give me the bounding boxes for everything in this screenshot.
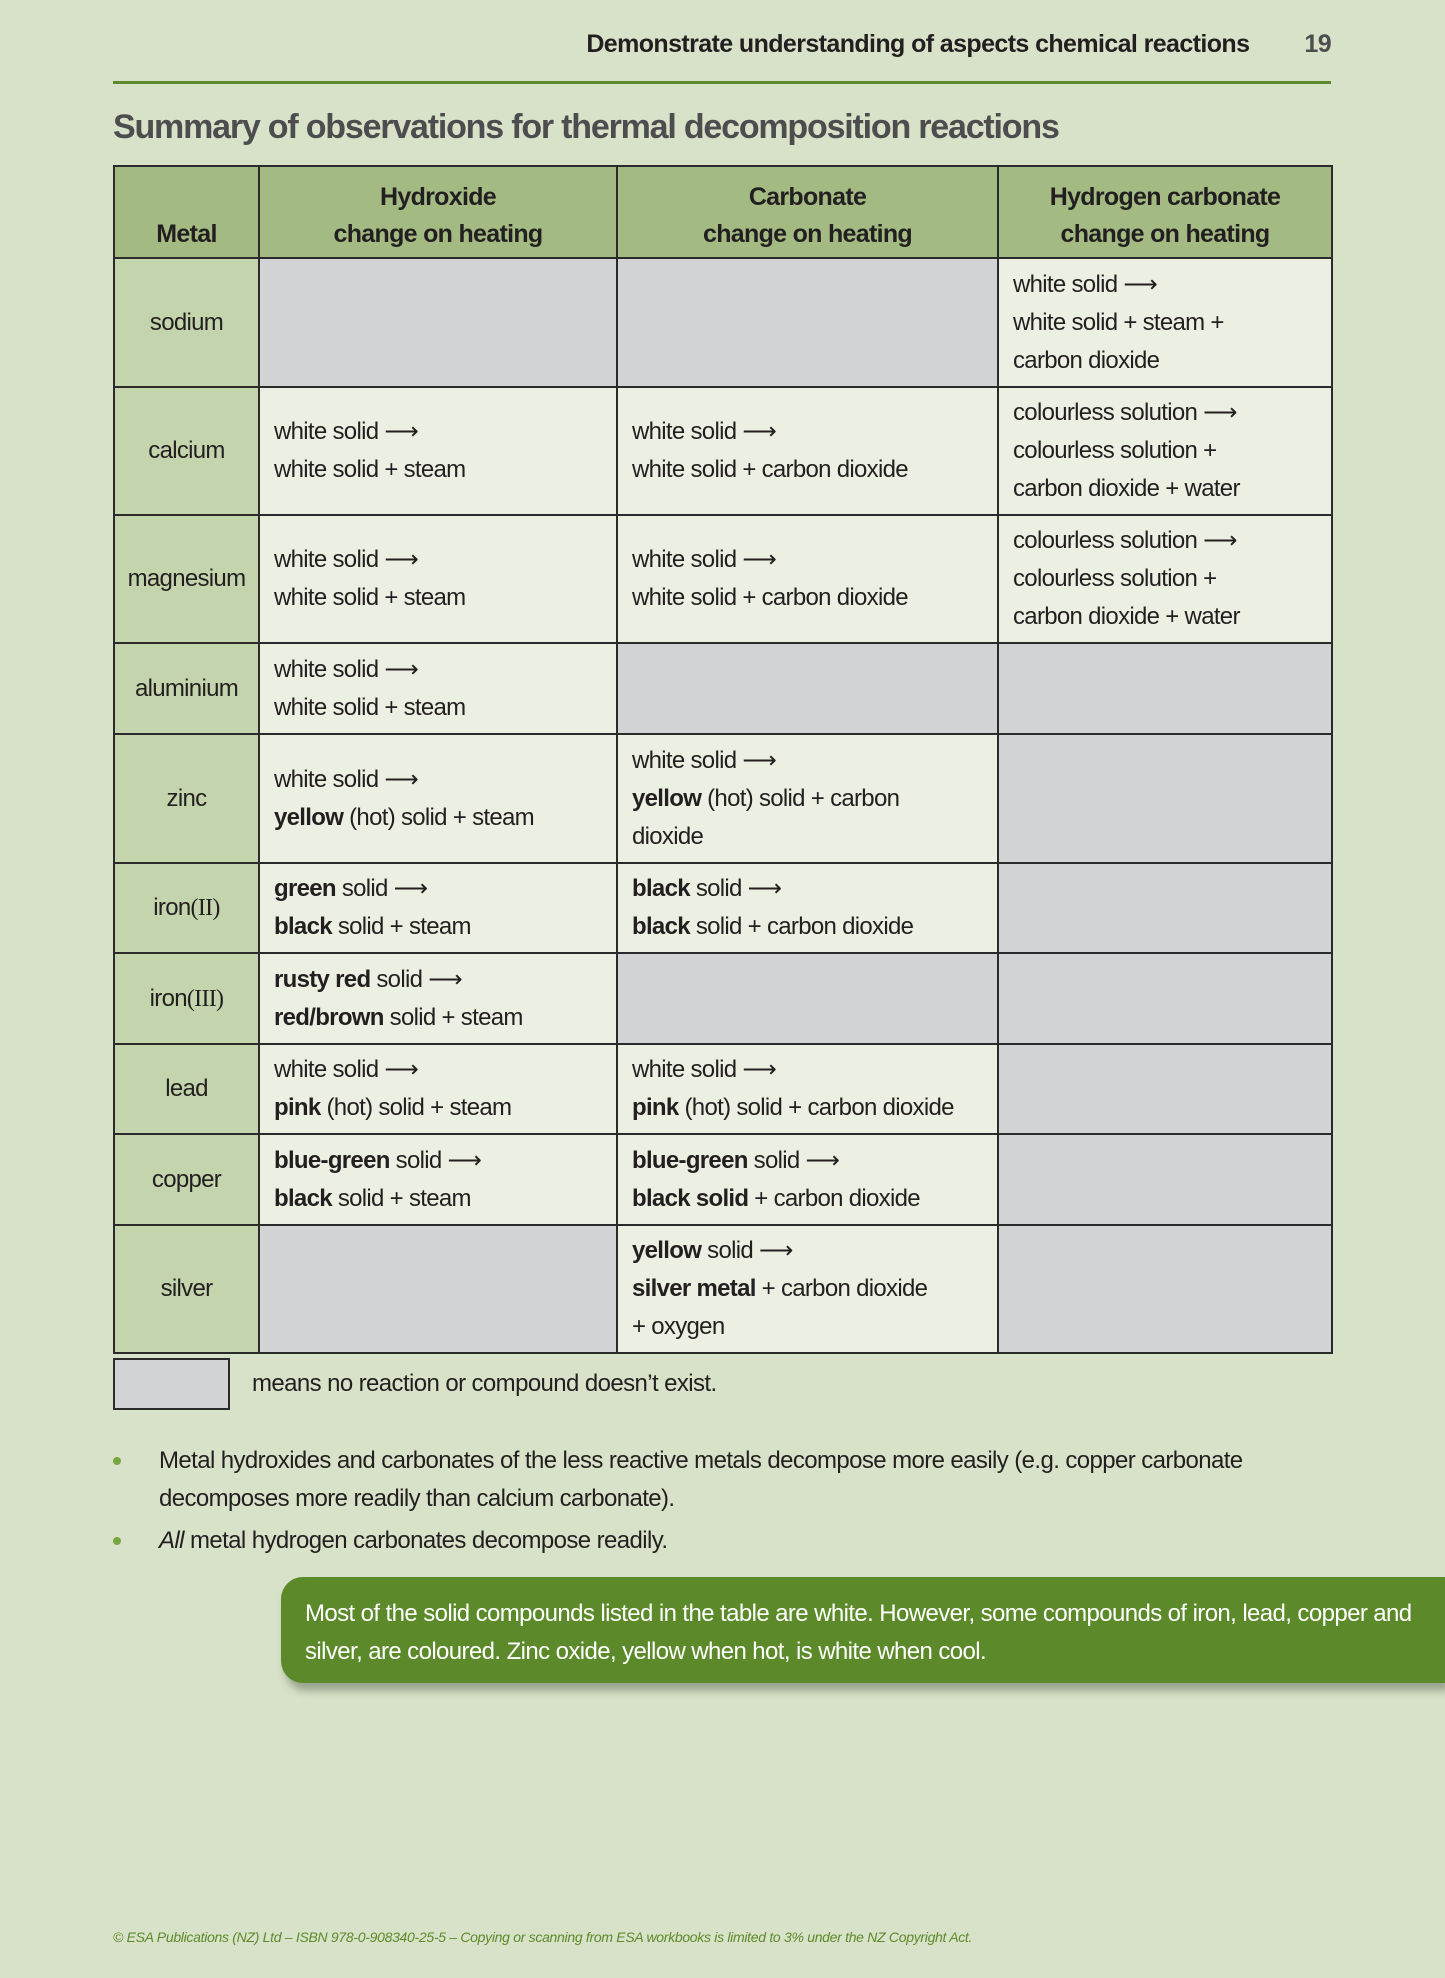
metal-cell: iron(III) — [114, 953, 259, 1044]
hydroxide-cell: blue-green solid ⟶ black solid + steam — [259, 1134, 617, 1225]
bullet-icon — [113, 1537, 121, 1545]
hydroxide-cell: white solid ⟶ pink (hot) solid + steam — [259, 1044, 617, 1134]
note-item: Metal hydroxides and carbonates of the less reactive metals decompose more easily (e.g. copper carbonate decomposes more readily than calcium carbonate). — [113, 1442, 1333, 1518]
empty-cell — [617, 953, 998, 1044]
table-row — [114, 387, 1332, 515]
empty-cell — [998, 1044, 1332, 1134]
section-title: Summary of observations for thermal decomposition reactions — [113, 108, 1059, 146]
header-hydroxide: Hydroxide change on heating — [259, 166, 617, 258]
carbonate-cell: white solid ⟶ white solid + carbon dioxide — [617, 387, 998, 515]
empty-cell — [998, 1134, 1332, 1225]
metal-cell: lead — [114, 1044, 259, 1134]
metal-cell: sodium — [114, 258, 259, 387]
hydroxide-cell: green solid ⟶ black solid + steam — [259, 863, 617, 953]
carbonate-cell: yellow solid ⟶ silver metal + carbon dioxide + oxygen — [617, 1225, 998, 1353]
table-row — [114, 643, 1332, 734]
empty-cell — [998, 953, 1332, 1044]
note-item: All metal hydrogen carbonates decompose readily. — [113, 1522, 1333, 1560]
running-header-title: Demonstrate understanding of aspects chemical reactions — [586, 30, 1250, 58]
metal-cell: silver — [114, 1225, 259, 1353]
header-hydrogen-carbonate: Hydrogen carbonate change on heating — [998, 166, 1332, 258]
metal-cell: copper — [114, 1134, 259, 1225]
callout-box — [281, 1577, 1445, 1683]
empty-cell — [998, 643, 1332, 734]
empty-cell — [617, 643, 998, 734]
page-number: 19 — [1304, 30, 1331, 58]
hydroxide-cell: white solid ⟶ yellow (hot) solid + steam — [259, 734, 617, 863]
callout-text: Most of the solid compounds listed in the table are white. However, some compounds of iron, lead, copper and silver, are coloured. Zinc oxide, yellow when hot, is white when cool. — [305, 1600, 1412, 1665]
header-carbonate: Carbonate change on heating — [617, 166, 998, 258]
empty-cell — [998, 863, 1332, 953]
metal-cell: magnesium — [114, 515, 259, 643]
carbonate-cell: white solid ⟶ yellow (hot) solid + carbon dioxide — [617, 734, 998, 863]
empty-cell — [998, 1225, 1332, 1353]
observations-table — [113, 165, 1333, 1354]
empty-cell — [998, 734, 1332, 863]
hydroxide-cell: white solid ⟶ white solid + steam — [259, 387, 617, 515]
bullet-icon — [113, 1457, 121, 1465]
header-metal: Metal — [114, 166, 259, 258]
hydrogen-carbonate-cell: white solid ⟶ white solid + steam + carbon dioxide — [998, 258, 1332, 387]
hydrogen-carbonate-cell: colourless solution ⟶ colourless solution + carbon dioxide + water — [998, 515, 1332, 643]
empty-cell — [259, 1225, 617, 1353]
legend — [113, 1358, 717, 1410]
metal-cell: iron(II) — [114, 863, 259, 953]
table-row — [114, 258, 1332, 387]
header-rule — [113, 81, 1331, 84]
table-header-row — [114, 166, 1332, 258]
carbonate-cell: black solid ⟶ black solid + carbon dioxide — [617, 863, 998, 953]
legend-text: means no reaction or compound doesn’t exist. — [252, 1370, 717, 1397]
carbonate-cell: white solid ⟶ pink (hot) solid + carbon dioxide — [617, 1044, 998, 1134]
metal-cell: calcium — [114, 387, 259, 515]
running-header — [113, 30, 1331, 59]
table-row — [114, 863, 1332, 953]
table-row — [114, 953, 1332, 1044]
hydroxide-cell: rusty red solid ⟶ red/brown solid + steam — [259, 953, 617, 1044]
hydroxide-cell: white solid ⟶ white solid + steam — [259, 515, 617, 643]
metal-cell: aluminium — [114, 643, 259, 734]
legend-swatch — [113, 1358, 230, 1410]
copyright-footer: © ESA Publications (NZ) Ltd – ISBN 978-0-908340-25-5 – Copying or scanning from ESA workbooks is limited to 3% under the NZ Copyright Act. — [113, 1929, 973, 1945]
table-row — [114, 734, 1332, 863]
notes-list — [113, 1442, 1333, 1564]
table-row — [114, 1225, 1332, 1353]
metal-cell: zinc — [114, 734, 259, 863]
table-row — [114, 1044, 1332, 1134]
hydroxide-cell: white solid ⟶ white solid + steam — [259, 643, 617, 734]
empty-cell — [259, 258, 617, 387]
table-row — [114, 1134, 1332, 1225]
carbonate-cell: blue-green solid ⟶ black solid + carbon dioxide — [617, 1134, 998, 1225]
empty-cell — [617, 258, 998, 387]
table-row — [114, 515, 1332, 643]
carbonate-cell: white solid ⟶ white solid + carbon dioxide — [617, 515, 998, 643]
hydrogen-carbonate-cell: colourless solution ⟶ colourless solution + carbon dioxide + water — [998, 387, 1332, 515]
